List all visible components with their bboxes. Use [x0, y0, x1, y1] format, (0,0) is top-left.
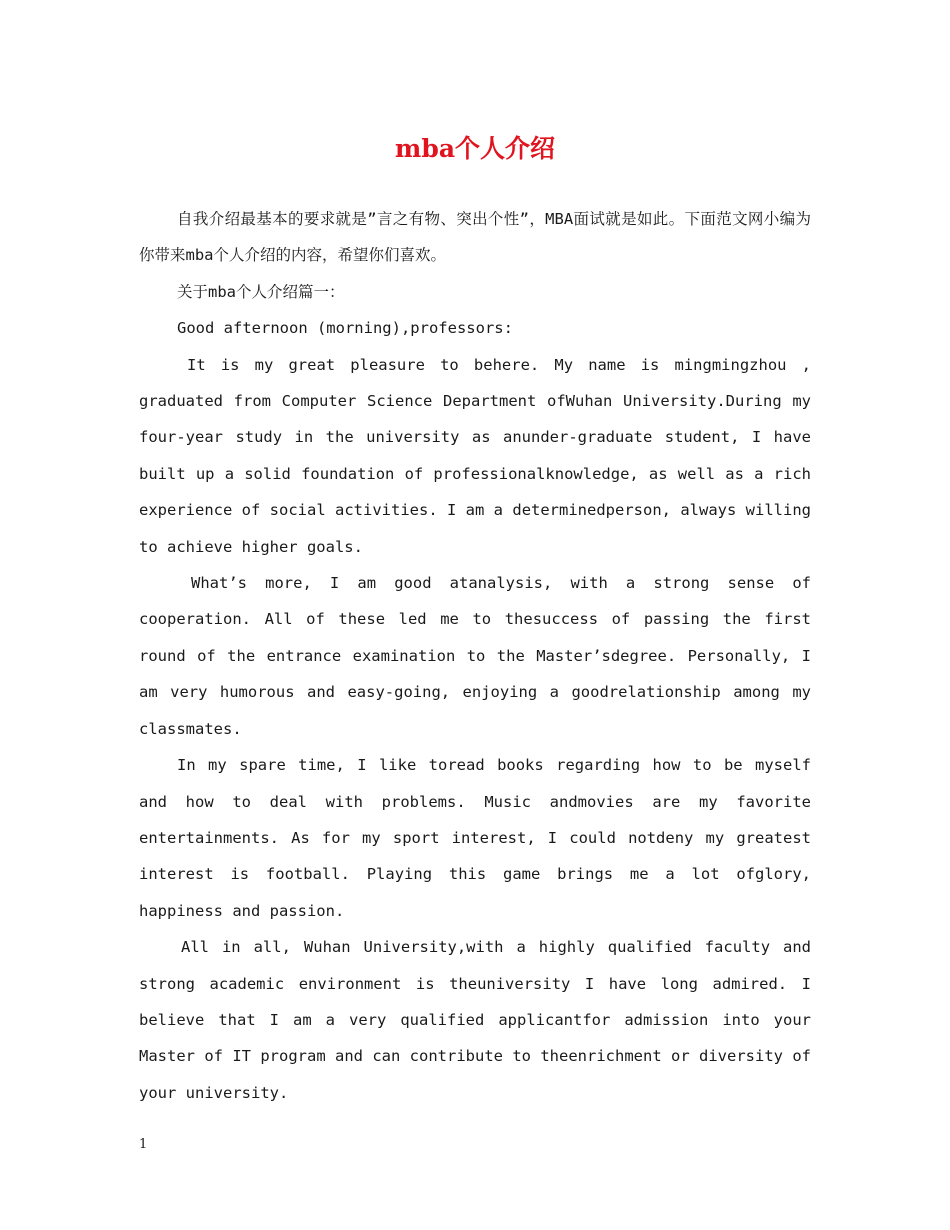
paragraph-greeting: Good afternoon (morning),professors: [177, 319, 513, 338]
paragraph-intro: 自我介绍最基本的要求就是”言之有物、突出个性”，MBA面试就是如此。下面范文网小编为你带来mba个人介绍的内容，希望你们喜欢。 [139, 210, 811, 265]
document-title: mba个人介绍 [394, 134, 556, 163]
document-body [139, 201, 811, 1111]
paragraph-section-heading: 关于mba个人介绍篇一： [177, 282, 345, 301]
paragraph-english-2: What’s more, I am good atanalysis, with a strong sense of cooperation. All of these led me to thesuccess of passing the first round of the entrance examination to the Master’sdegree. Personally, I am very humorous and easy-going, enjoying a goodrelationship among my classmates. [139, 574, 811, 738]
paragraph-english-1: It is my great pleasure to behere. My name is mingmingzhou , graduated from Computer Science Department ofWuhan University.During my four-year study in the university as anunder-graduate student, I have built up a solid foundation of professionalknowledge, as well as a rich experience of social activities. I am a determinedperson, always willing to achieve higher goals. [139, 355, 811, 556]
paragraph-english-3: In my spare time, I like toread books regarding how to be myself and how to deal with problems. Music andmovies are my favorite entertainments. As for my sport interest, I could notdeny my greatest interest is football. Playing this game brings me a lot ofglory, happiness and passion. [139, 756, 811, 920]
paragraph-english-4: All in all, Wuhan University,with a highly qualified faculty and strong academic environment is theuniversity I have long admired. I believe that I am a very qualified applicantfor admission into your Master of IT program and can contribute to theenrichment or diversity of your university. [139, 938, 811, 1102]
page-number: 1 [139, 1137, 148, 1152]
